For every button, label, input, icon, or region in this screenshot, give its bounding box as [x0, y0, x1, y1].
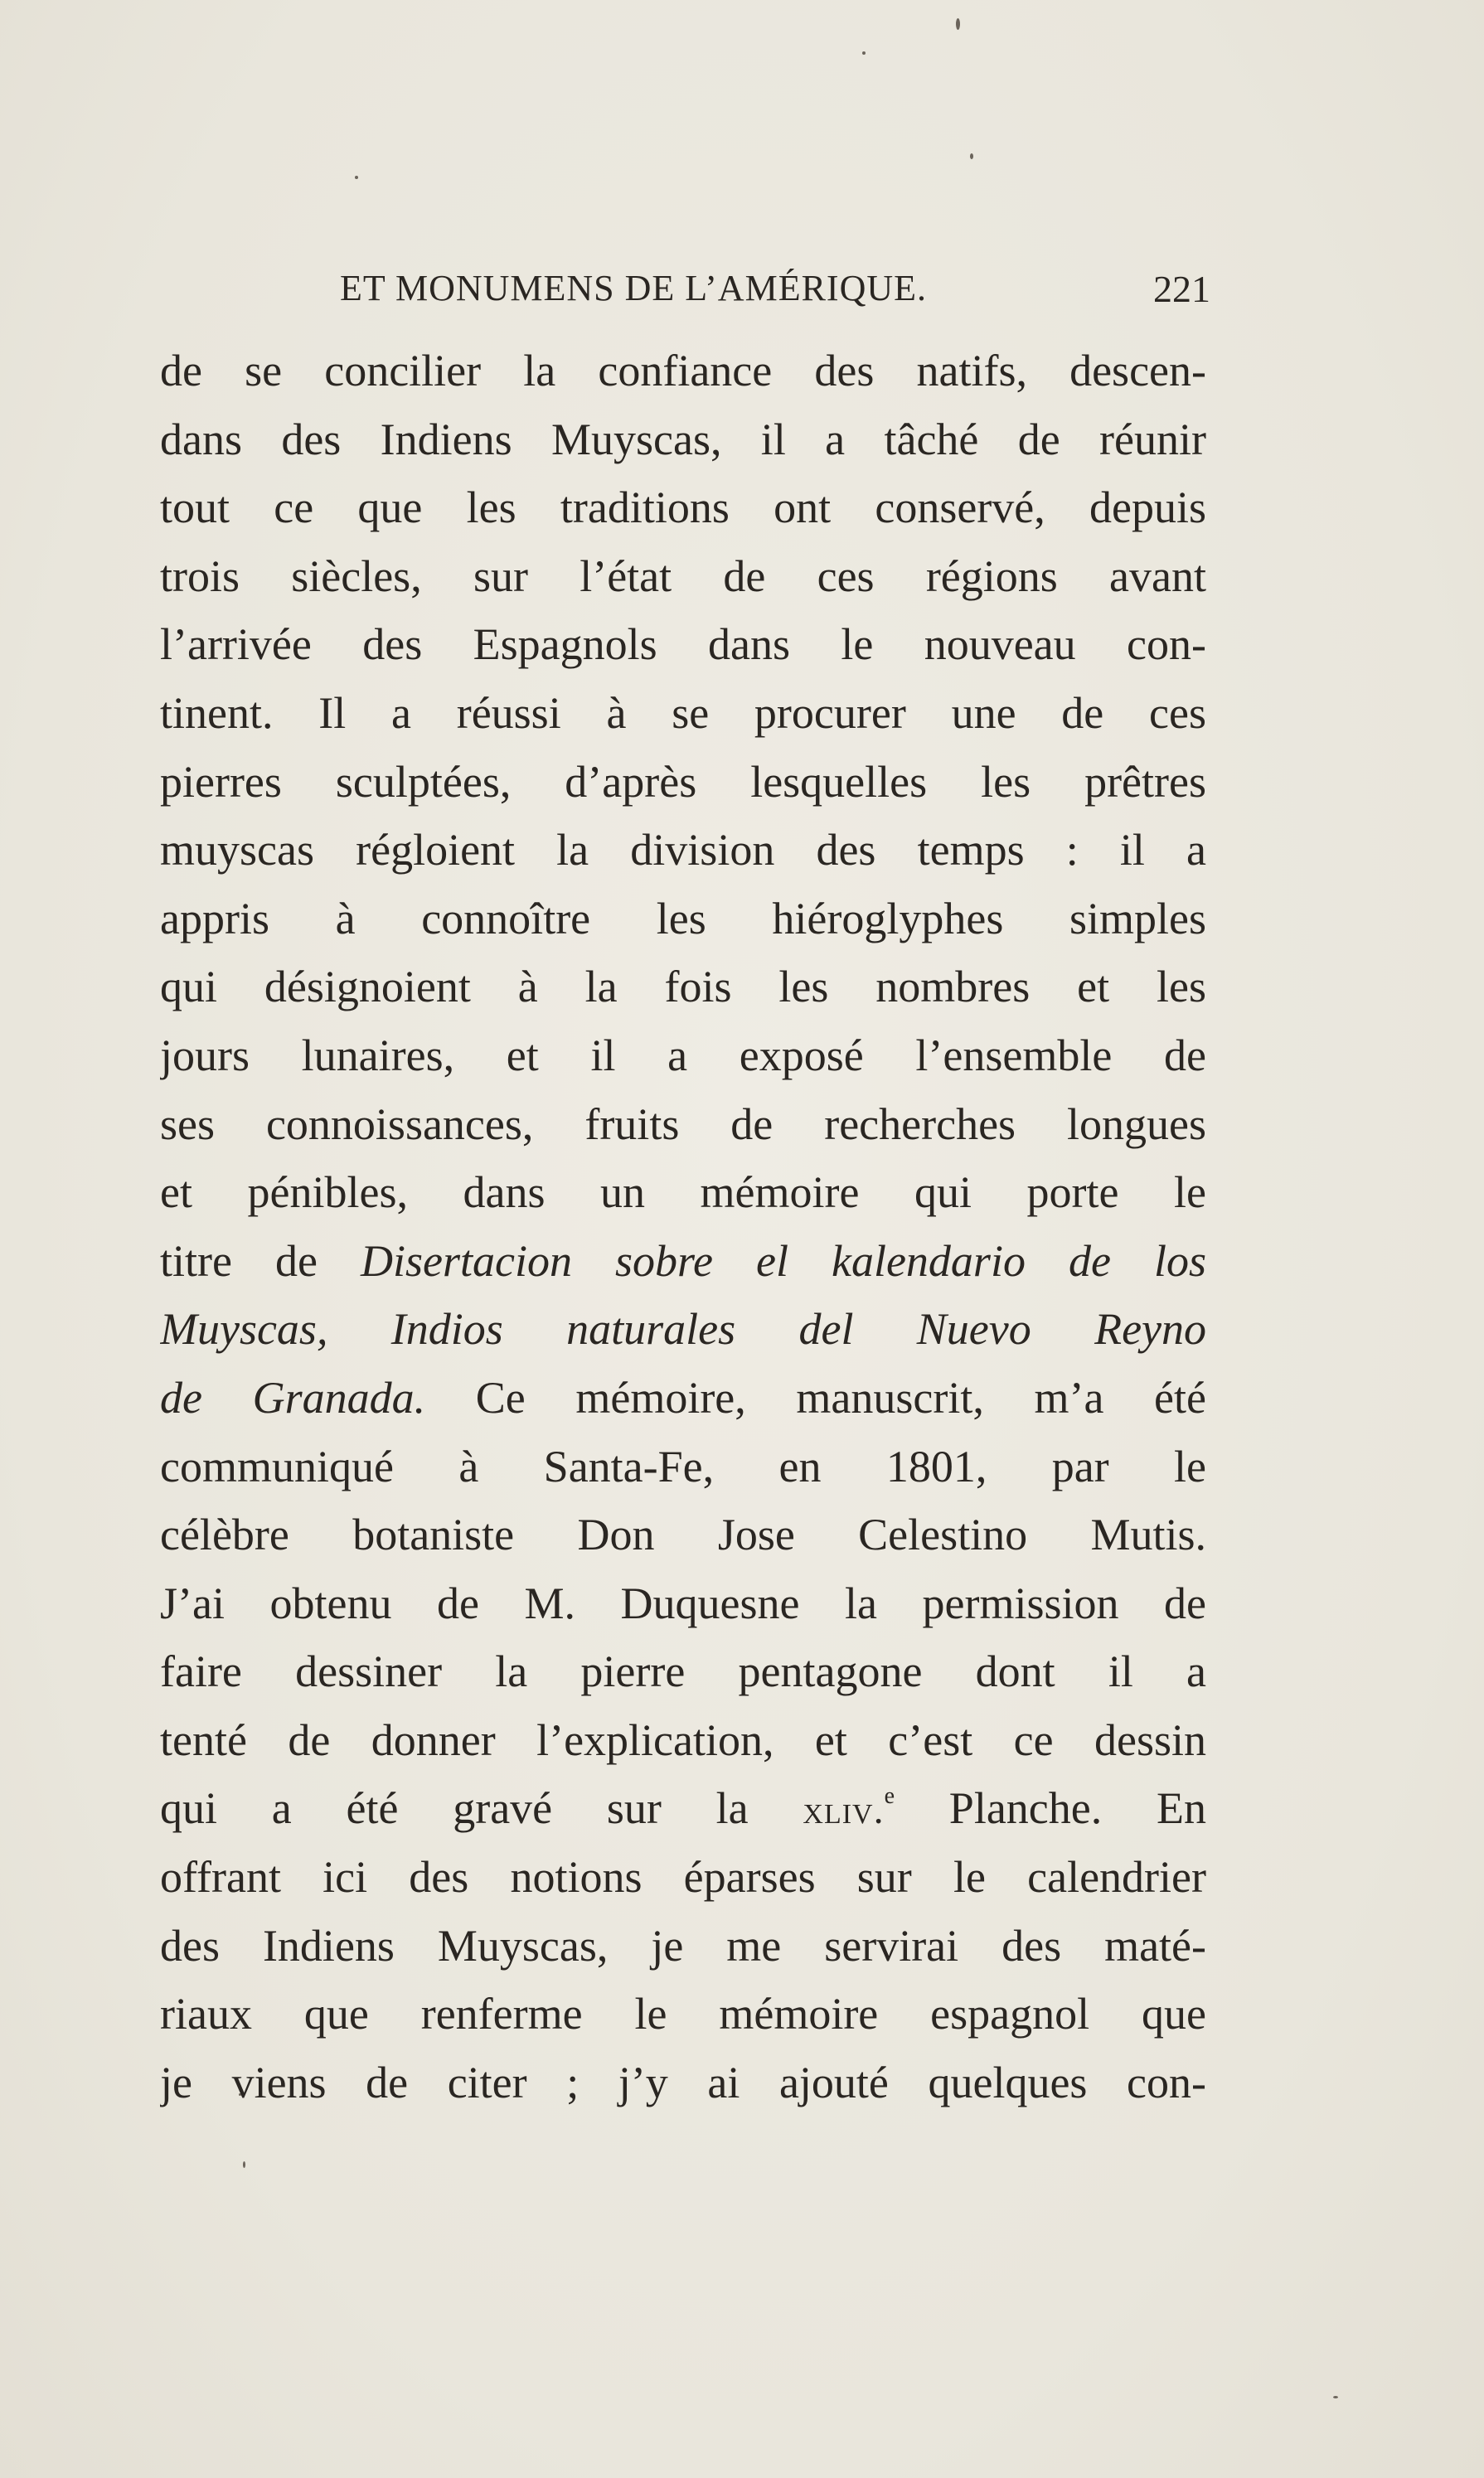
- text-line: [160, 1774, 1206, 1843]
- text-line: [160, 1706, 1206, 1775]
- text-line: [160, 1158, 1206, 1227]
- text-segment: muyscas régloient la division des temps : il a: [160, 825, 1206, 875]
- text-segment: offrant ici des notions éparses sur le calendrier: [160, 1852, 1206, 1903]
- text-line: [160, 1295, 1206, 1364]
- text-segment: l’arrivée des Espagnols dans le nouveau con-: [160, 619, 1206, 670]
- text-line: [160, 405, 1206, 474]
- text-line: [160, 1227, 1206, 1296]
- text-line: [160, 679, 1206, 748]
- text-segment: qui a été gravé sur la: [160, 1783, 803, 1834]
- text-segment: de se concilier la confiance des natifs, descen-: [160, 346, 1206, 395]
- superscript-text: e: [884, 1783, 895, 1810]
- italic-text: Muyscas, Indios naturales del Nuevo Reyno: [160, 1304, 1206, 1355]
- running-head: [340, 267, 1210, 317]
- text-segment: célèbre botaniste Don Jose Celestino Mutis.: [160, 1510, 1206, 1560]
- text-segment: ses connoissances, fruits de recherches longues: [160, 1098, 1206, 1149]
- page-number: 221: [1153, 268, 1210, 310]
- text-segment: des Indiens Muyscas, je me servirai des maté-: [160, 1920, 1206, 1971]
- text-segment: titre de: [160, 1235, 361, 1286]
- text-segment: tenté de donner l’explication, et c’est ce dessin: [160, 1714, 1206, 1765]
- text-line: [160, 2049, 1206, 2117]
- text-segment: faire dessiner la pierre pentagone dont il a: [160, 1646, 1206, 1697]
- text-segment: qui désignoient à la fois les nombres et les: [160, 962, 1206, 1012]
- text-line: [160, 1364, 1206, 1433]
- italic-text: Disertacion sobre el kalendario de los: [360, 1235, 1206, 1286]
- text-segment: riaux que renferme le mémoire espagnol que: [160, 1989, 1206, 2039]
- paper-speck: [862, 51, 866, 55]
- text-line: [160, 1433, 1206, 1501]
- text-line: [160, 1501, 1206, 1569]
- running-title: ET MONUMENS DE L’AMÉRIQUE.: [340, 268, 927, 308]
- paper-speck: [970, 153, 973, 159]
- paper-speck: [355, 176, 358, 179]
- text-segment: dans des Indiens Muyscas, il a tâché de réunir: [160, 414, 1206, 464]
- paper-speck: [1333, 2396, 1338, 2398]
- text-line: [160, 1021, 1206, 1090]
- text-line: [160, 542, 1206, 611]
- text-segment: je viens de citer ; j’y ai ajouté quelques con-: [160, 2057, 1206, 2107]
- text-segment: et pénibles, dans un mémoire qui porte le: [160, 1167, 1206, 1218]
- text-segment: J’ai obtenu de M. Duquesne la permission de: [160, 1578, 1206, 1628]
- body-text: [160, 337, 1206, 2117]
- text-segment: jours lunaires, et il a exposé l’ensemble de: [160, 1030, 1206, 1080]
- paper-speck: [243, 2161, 245, 2168]
- text-segment: pierres sculptées, d’après lesquelles les prêtres: [160, 756, 1206, 807]
- text-line: [160, 1980, 1206, 2049]
- text-segment: appris à connoître les hiéroglyphes simples: [160, 893, 1206, 943]
- text-line: [160, 1912, 1206, 1981]
- text-segment: communiqué à Santa-Fe, en 1801, par le: [160, 1441, 1206, 1491]
- text-segment: Ce mémoire, manuscrit, m’a été: [425, 1372, 1206, 1423]
- text-line: [160, 748, 1206, 817]
- text-line: [160, 1843, 1206, 1912]
- text-line: [160, 337, 1206, 405]
- text-line: [160, 610, 1206, 679]
- small-caps-text: xliv.: [803, 1788, 885, 1833]
- text-segment: trois siècles, sur l’état de ces régions avant: [160, 550, 1206, 601]
- paper-speck: [956, 18, 960, 30]
- text-line: [160, 953, 1206, 1021]
- text-line: [160, 885, 1206, 953]
- text-segment: Planche. En: [895, 1783, 1206, 1834]
- text-line: [160, 1637, 1206, 1706]
- italic-text: de Granada.: [160, 1372, 426, 1423]
- text-segment: tout ce que les traditions ont conservé, depuis: [160, 483, 1206, 533]
- text-line: [160, 1090, 1206, 1159]
- text-line: [160, 1569, 1206, 1638]
- text-segment: tinent. Il a réussi à se procurer une de ces: [160, 687, 1206, 738]
- text-line: [160, 473, 1206, 542]
- text-line: [160, 816, 1206, 885]
